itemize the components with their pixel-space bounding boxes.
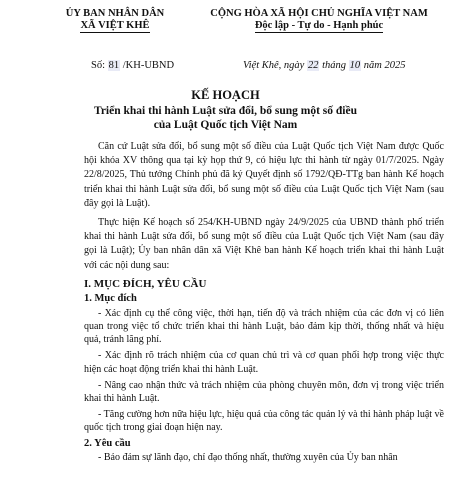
bullet-requirement-1: - Bảo đảm sự lãnh đạo, chỉ đạo thống nhất, thường xuyên của Ủy ban nhân <box>98 451 398 463</box>
national-title: CỘNG HÒA XÃ HỘI CHỦ NGHĨA VIỆT NAM <box>210 8 428 19</box>
issuing-agency-header <box>60 8 170 33</box>
bullet-purpose-1: - Xác định cụ thể công việc, thời hạn, tiến độ và trách nhiệm của các đơn vị có liên quan trong việc tổ chức triển khai thi hành Luật, bảo đảm kịp thời, thống nhất và hiệu quả, tránh lãng phí. <box>84 307 444 346</box>
section-heading-purpose-requirements: I. MỤC ĐÍCH, YÊU CẦU <box>84 277 207 290</box>
date-day: 22 <box>307 60 319 71</box>
document-subtitle-1: Triển khai thi hành Luật sửa đổi, bổ sung một số điều <box>94 105 357 117</box>
bullet-purpose-2: - Xác định rõ trách nhiệm của cơ quan chủ trì và cơ quan phối hợp trong việc thực hiện các hoạt động triển khai thi hành Luật. <box>84 350 444 375</box>
paragraph-legal-basis: Căn cứ Luật sửa đổi, bổ sung một số điều của Luật Quốc tịch Việt Nam được Quốc hội khóa XV thông qua tại kỳ họp thứ 9, có hiệu lực thi hành từ ngày 01/7/2025. Ngày 22/8/2025, Thủ tướng Chính phủ đã ký Quyết định số 1792/QĐ-TTg ban hành Kế hoạch triển khai thi hành Luật sửa đổi, bổ sung một số điều của Luật Quốc tịch Việt Nam (sau đây gọi là Luật). <box>84 141 444 209</box>
date-prefix: Việt Khê, ngày <box>243 60 305 71</box>
subsection-heading-purpose: 1. Mục đích <box>84 292 137 304</box>
document-number <box>91 60 174 71</box>
doc-number-suffix: /KH-UBND <box>122 60 175 71</box>
doc-number-prefix: Số: <box>91 60 106 71</box>
document-subtitle-2: của Luật Quốc tịch Việt Nam <box>153 119 298 131</box>
paragraph-implementation: Thực hiện Kế hoạch số 254/KH-UBND ngày 24/9/2025 của UBND thành phố triển khai thi hành Luật sửa đổi, bổ sung một số điều của Luật Quốc tịch Việt Nam (sau đây gọi là Luật); Ủy ban nhân dân xã Việt Khê ban hành Kế hoạch triển khai thi hành Luật với các nội dung sau: <box>84 217 444 271</box>
document-date <box>243 60 405 71</box>
national-header <box>188 8 450 33</box>
bullet-purpose-3: - Nâng cao nhận thức và trách nhiệm của phòng chuyên môn, đơn vị trong việc triển khai thi hành Luật. <box>84 379 444 405</box>
date-year: năm 2025 <box>363 60 406 71</box>
date-month: 10 <box>349 60 361 71</box>
national-motto: Độc lập - Tự do - Hạnh phúc <box>254 20 384 31</box>
agency-line-2: XÃ VIỆT KHÊ <box>80 20 150 31</box>
subsection-heading-requirements: 2. Yêu cầu <box>84 437 131 449</box>
agency-line-1: ỦY BAN NHÂN DÂN <box>65 8 165 19</box>
document-title: KẾ HOẠCH <box>191 88 260 102</box>
date-month-label: tháng <box>322 60 347 71</box>
doc-number-value: 81 <box>108 60 120 71</box>
bullet-purpose-4: - Tăng cường hơn nữa hiệu lực, hiệu quả của công tác quản lý và thi hành pháp luật về quốc tịch trong giai đoạn hiện nay. <box>84 409 444 434</box>
